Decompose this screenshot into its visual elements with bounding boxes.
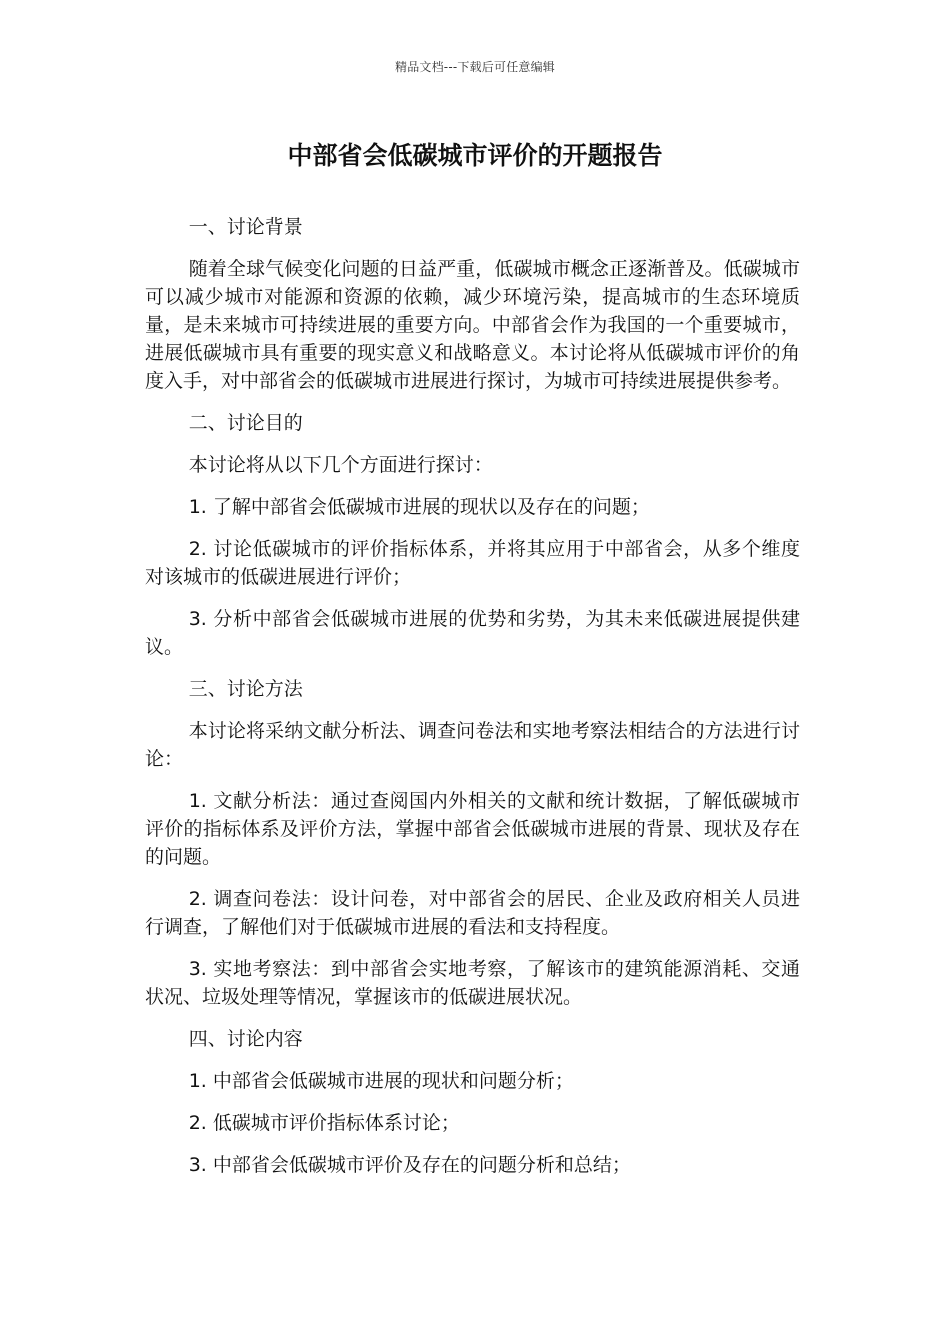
paragraph-purpose-intro: 本讨论将从以下几个方面进行探讨： bbox=[188, 454, 493, 476]
paragraph-methods-intro: 本讨论将采纳文献分析法、调查问卷法和实地考察法相结合的方法进行讨论： bbox=[145, 720, 800, 770]
list-item-purpose-3: 3. 分析中部省会低碳城市进展的优势和劣势，为其未来低碳进展提供建议。 bbox=[145, 608, 800, 658]
list-item-purpose-1: 1. 了解中部省会低碳城市进展的现状以及存在的问题； bbox=[188, 496, 650, 518]
list-item-purpose-2: 2. 讨论低碳城市的评价指标体系，并将其应用于中部省会，从多个维度对该城市的低碳进展进行评价； bbox=[145, 538, 800, 588]
list-item-method-3: 3. 实地考察法：到中部省会实地考察，了解该市的建筑能源消耗、交通状况、垃圾处理等情况，掌握该市的低碳进展状况。 bbox=[145, 958, 800, 1008]
list-item-method-2: 2. 调查问卷法：设计问卷，对中部省会的居民、企业及政府相关人员进行调查，了解他们对于低碳城市进展的看法和支持程度。 bbox=[145, 888, 800, 938]
header-note: 精品文档---下载后可任意编辑 bbox=[395, 60, 555, 74]
section-heading-purpose: 二、讨论目的 bbox=[188, 412, 303, 434]
list-item-content-3: 3. 中部省会低碳城市评价及存在的问题分析和总结； bbox=[188, 1154, 631, 1176]
section-heading-methods: 三、讨论方法 bbox=[188, 678, 303, 700]
list-item-content-2: 2. 低碳城市评价指标体系讨论； bbox=[188, 1112, 460, 1134]
section-heading-background: 一、讨论背景 bbox=[188, 216, 303, 238]
list-item-method-1: 1. 文献分析法：通过查阅国内外相关的文献和统计数据，了解低碳城市评价的指标体系及评价方法，掌握中部省会低碳城市进展的背景、现状及存在的问题。 bbox=[145, 790, 800, 868]
list-item-content-1: 1. 中部省会低碳城市进展的现状和问题分析； bbox=[188, 1070, 574, 1092]
paragraph-background: 随着全球气候变化问题的日益严重，低碳城市概念正逐渐普及。低碳城市可以减少城市对能源和资源的依赖，减少环境污染，提高城市的生态环境质量，是未来城市可持续进展的重要方向。中部省会作为我国的一个重要城市，进展低碳城市具有重要的现实意义和战略意义。本讨论将从低碳城市评价的角度入手，对中部省会的低碳城市进展进行探讨，为城市可持续进展提供参考。 bbox=[145, 258, 800, 392]
section-heading-content: 四、讨论内容 bbox=[188, 1028, 303, 1050]
document-title: 中部省会低碳城市评价的开题报告 bbox=[287, 141, 663, 170]
document-body bbox=[145, 213, 800, 1193]
